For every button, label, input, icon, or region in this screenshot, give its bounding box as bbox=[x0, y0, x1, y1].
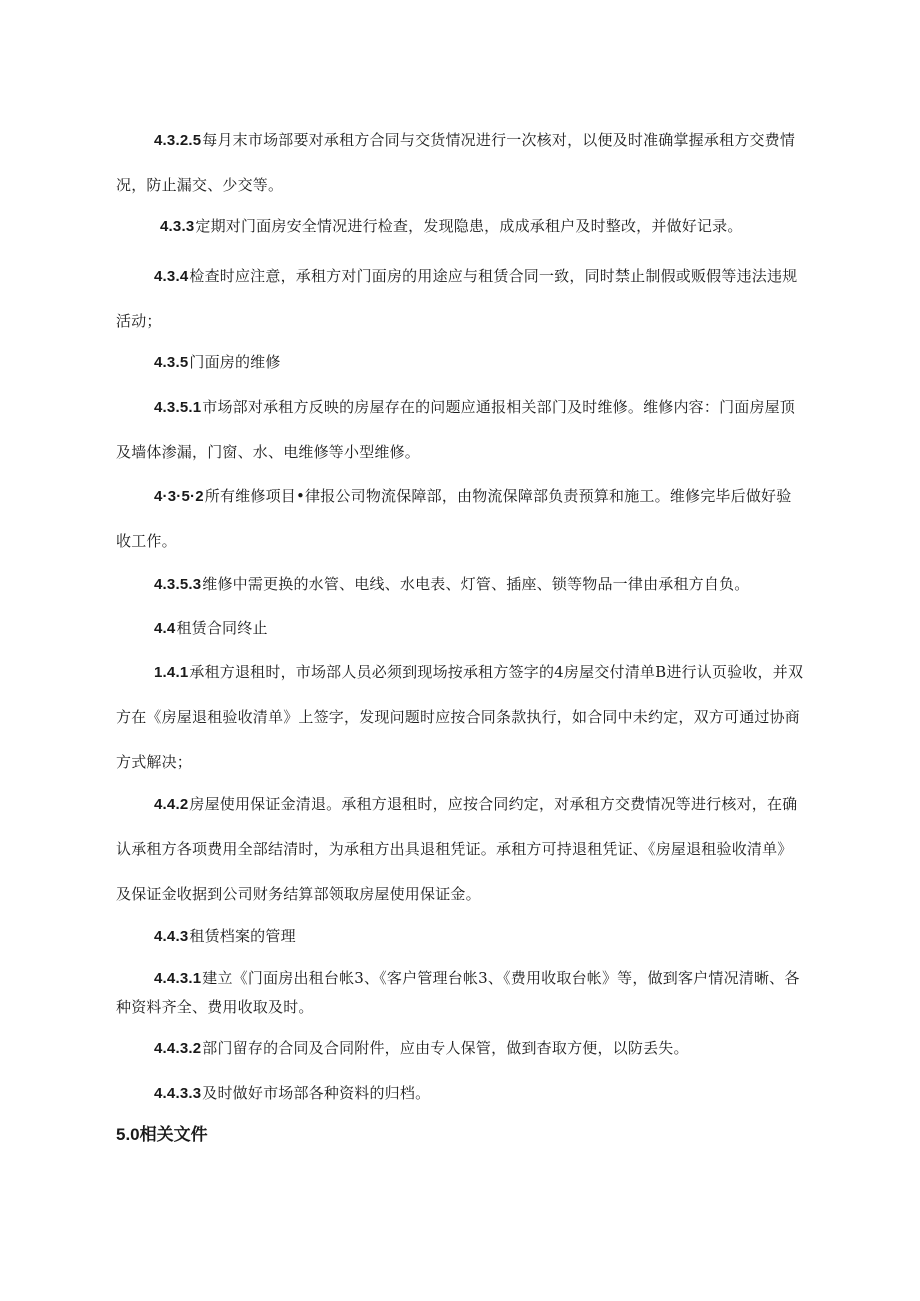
paragraph-4-4-3 bbox=[116, 914, 806, 959]
paragraph-4-3-5 bbox=[116, 340, 806, 385]
clause-text: 门面房的维修 bbox=[189, 353, 281, 371]
clause-text: 市场部对承租方反映的房屋存在的问题应通报相关部门及时维修。维修内容：门面房屋顶及墙体渗漏，门窗、水、电维修等小型维修。 bbox=[116, 398, 796, 461]
clause-number: 4.3.2.5 bbox=[154, 132, 202, 149]
clause-text: 每月末市场部要对承租方合同与交货情况进行一次核对，以便及时准确掌握承租方交费情况，防止漏交、少交等。 bbox=[116, 131, 796, 194]
paragraph-4-3-4 bbox=[116, 254, 806, 344]
clause-number: 4.3.5.3 bbox=[154, 576, 202, 593]
paragraph-4-4-3-2 bbox=[116, 1026, 806, 1071]
paragraph-4-3-3 bbox=[122, 204, 812, 249]
clause-number: 4.4.2 bbox=[154, 796, 189, 813]
clause-text: 及时做好市场部各种资料的归档。 bbox=[202, 1084, 431, 1102]
paragraph-1-4-1 bbox=[116, 650, 806, 785]
paragraph-4-3-5-1 bbox=[116, 385, 806, 475]
clause-number: 4.3.3 bbox=[160, 218, 195, 235]
clause-number: 4.3.5 bbox=[154, 354, 189, 371]
paragraph-4-3-5-2 bbox=[116, 474, 806, 564]
paragraph-4-4-3-1 bbox=[116, 964, 806, 1021]
paragraph-4-4 bbox=[116, 606, 806, 651]
clause-text: 承租方退租时，市场部人员必须到现场按承租方签字的4房屋交付清单B进行认页验收，并双方在《房屋退租验收清单》上签字，发现问题时应按合同条款执行，如合同中未约定，双方可通过协商方式解决； bbox=[116, 663, 804, 771]
section-title-related-documents: 5.0相关文件 bbox=[116, 1125, 208, 1144]
clause-number: 4.4.3.3 bbox=[154, 1085, 202, 1102]
clause-number: 4.4 bbox=[154, 620, 176, 637]
clause-number: 4·3·5·2 bbox=[154, 488, 204, 505]
clause-text: 房屋使用保证金清退。承租方退租时，应按合同约定，对承租方交费情况等进行核对，在确认承租方各项费用全部结清时，为承租方出具退租凭证。承租方可持退租凭证、《房屋退租验收清单》及保证金收据到公司财务结算部领取房屋使用保证金。 bbox=[116, 795, 798, 903]
clause-text: 租赁档案的管理 bbox=[189, 927, 296, 945]
paragraph-4-4-3-3 bbox=[116, 1071, 806, 1116]
clause-text: 部门留存的合同及合同附件，应由专人保管，做到杳取方便，以防丢失。 bbox=[202, 1039, 689, 1057]
clause-text: 租赁合同终止 bbox=[176, 619, 268, 637]
clause-text: 建立《门面房出租台帐3、《客户管理台帐3、《费用收取台帐》等，做到客户情况清晰、各种资料齐全、费用收取及时。 bbox=[116, 969, 800, 1016]
clause-number: 4.4.3.1 bbox=[154, 970, 202, 987]
clause-number: 4.3.4 bbox=[154, 268, 189, 285]
clause-number: 1.4.1 bbox=[154, 664, 189, 681]
clause-text: 维修中需更换的水管、电线、水电表、灯管、插座、锁等物品一律由承租方自负。 bbox=[202, 575, 750, 593]
clause-text: 检查时应注意，承租方对门面房的用途应与租赁合同一致，同时禁止制假或贩假等违法违规活动； bbox=[116, 267, 798, 330]
clause-number: 4.3.5.1 bbox=[154, 399, 202, 416]
clause-text: 所有维修项目•律报公司物流保障部，由物流保障部负责预算和施工。维修完毕后做好验收工作。 bbox=[116, 487, 792, 550]
clause-text: 定期对门面房安全情况进行检查，发现隐患，成成承租户及时整改，并做好记录。 bbox=[195, 217, 743, 235]
clause-number: 4.4.3 bbox=[154, 928, 189, 945]
paragraph-4-4-2 bbox=[116, 782, 806, 917]
clause-number: 4.4.3.2 bbox=[154, 1040, 202, 1057]
paragraph-4-3-5-3 bbox=[116, 562, 806, 607]
paragraph-4-3-2-5 bbox=[116, 118, 806, 208]
